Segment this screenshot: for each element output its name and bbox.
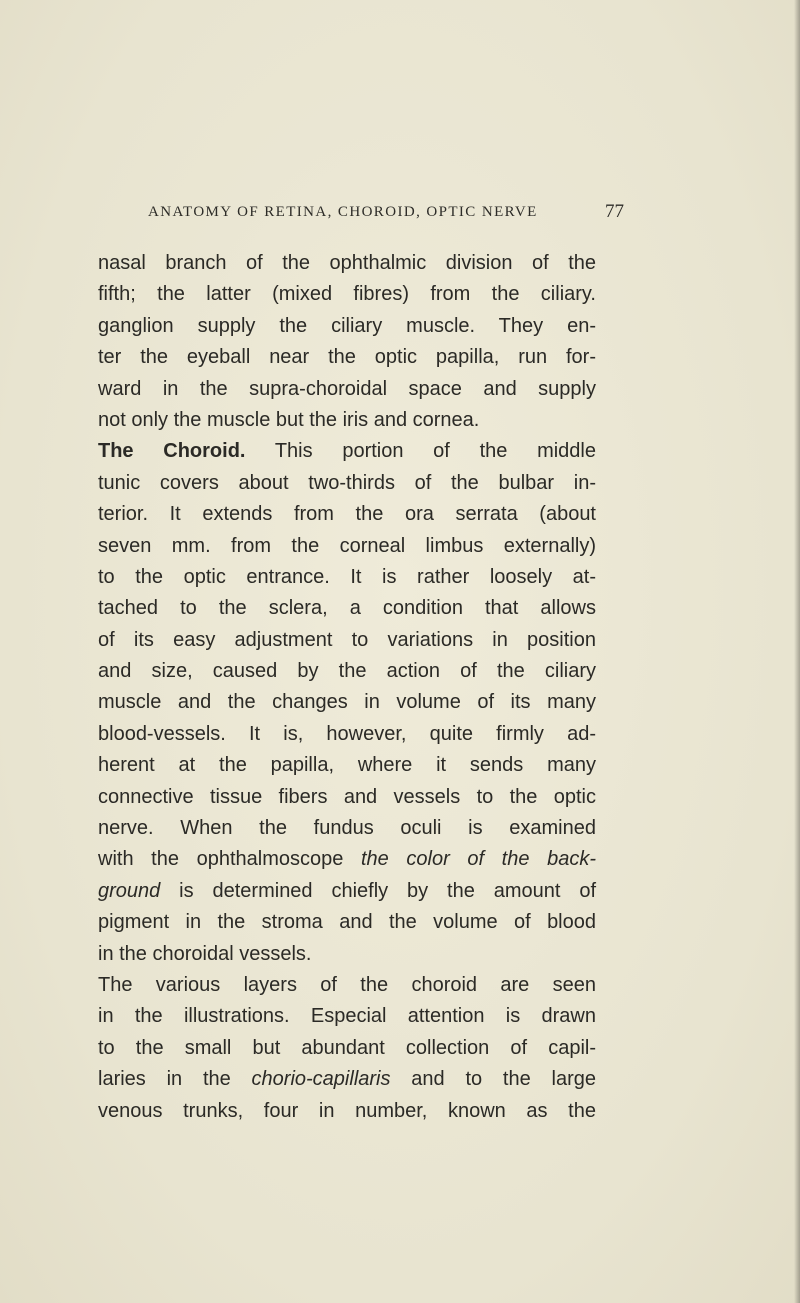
text-line: to the small but abundant collection of capil- xyxy=(98,1036,596,1059)
text-line: nerve. When the fundus oculi is examined xyxy=(98,817,596,840)
text-line: in the choroidal vessels. xyxy=(98,942,312,965)
text-line: ward in the supra-choroidal space and supply xyxy=(98,377,596,400)
text-line: The Choroid. This portion of the middle xyxy=(98,440,596,463)
text-line: to the optic entrance. It is rather loosely at- xyxy=(98,565,596,588)
text-line: fifth; the latter (mixed fibres) from the ciliary. xyxy=(98,283,596,306)
text-line: venous trunks, four in number, known as the xyxy=(98,1099,596,1122)
text-line: in the illustrations. Especial attention is drawn xyxy=(98,1005,596,1028)
text-line: not only the muscle but the iris and cornea. xyxy=(98,408,480,431)
text-line: herent at the papilla, where it sends many xyxy=(98,754,596,777)
body-text xyxy=(98,248,596,1127)
section-heading: The Choroid. xyxy=(98,440,246,463)
text-line: tunic covers about two-thirds of the bulbar in- xyxy=(98,471,596,494)
text-line: pigment in the stroma and the volume of blood xyxy=(98,911,596,934)
text-line: seven mm. from the corneal limbus externally) xyxy=(98,534,596,557)
italic-phrase: ground xyxy=(98,879,161,902)
text-line: blood-vessels. It is, however, quite firmly ad- xyxy=(98,722,596,745)
text-line: terior. It extends from the ora serrata (about xyxy=(98,503,596,526)
text-line: muscle and the changes in volume of its many xyxy=(98,691,596,714)
italic-phrase: the color of the back- xyxy=(360,848,596,871)
text-line: nasal branch of the ophthalmic division of the xyxy=(98,252,596,274)
text-line: laries in the chorio-capillaris and to the large xyxy=(98,1068,596,1091)
text-line: of its easy adjustment to variations in position xyxy=(98,628,596,651)
text-line: and size, caused by the action of the ciliary xyxy=(98,660,596,683)
text-line: ganglion supply the ciliary muscle. They en- xyxy=(98,314,596,337)
running-head xyxy=(148,201,624,228)
text-line: The various layers of the choroid are seen xyxy=(98,973,596,996)
page-edge-shadow xyxy=(794,0,800,1303)
page-number: 77 xyxy=(605,201,624,222)
text-line: with the ophthalmoscope the color of the back- xyxy=(98,848,596,871)
running-title: ANATOMY OF RETINA, CHOROID, OPTIC NERVE xyxy=(148,204,538,220)
text-line: connective tissue fibers and vessels to the optic xyxy=(98,785,596,808)
italic-phrase: chorio-capillaris xyxy=(251,1068,391,1091)
text-line: ter the eyeball near the optic papilla, run for- xyxy=(98,346,596,369)
text-line: tached to the sclera, a condition that allows xyxy=(98,597,596,620)
text-line: ground is determined chiefly by the amount of xyxy=(98,879,596,902)
